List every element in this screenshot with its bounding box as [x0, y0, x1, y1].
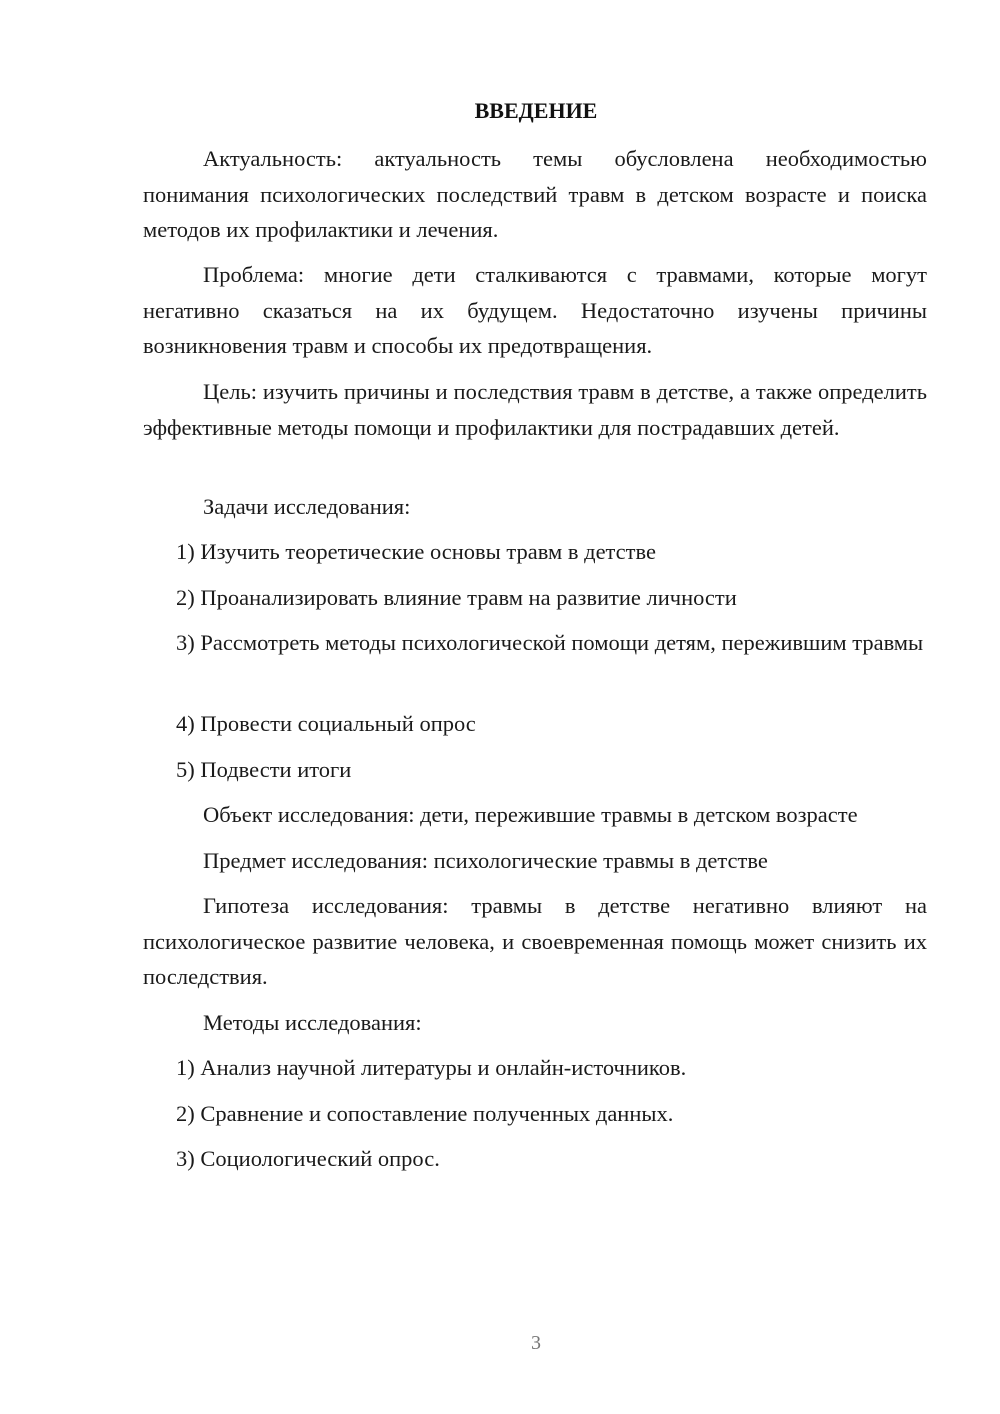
task-item-5: 5) Подвести итоги [176, 757, 352, 782]
paragraph-relevance: Актуальность: актуальность темы обусловлена необходимостью понимания психологических последствий травм в детском возрасте и поиска методов их профилактики и лечения. [143, 146, 927, 242]
paragraph-goal: Цель: изучить причины и последствия травм в детстве, а также определить эффективные методы помощи и профилактики для пострадавших детей. [143, 379, 927, 440]
methods-heading: Методы исследования: [203, 1010, 422, 1035]
task-item-3: 3) Рассмотреть методы психологической помощи детям, пережившим травмы [176, 630, 924, 655]
method-item-3: 3) Социологический опрос. [176, 1146, 440, 1171]
paragraph-subject: Предмет исследования: психологические травмы в детстве [203, 848, 768, 873]
paragraph-problem: Проблема: многие дети сталкиваются с травмами, которые могут негативно сказаться на их будущем. Недостаточно изучены причины возникновения травм и способы их предотвращения. [143, 262, 927, 358]
method-item-1: 1) Анализ научной литературы и онлайн-источников. [176, 1055, 687, 1080]
tasks-heading: Задачи исследования: [203, 494, 411, 519]
task-item-1: 1) Изучить теоретические основы травм в детстве [176, 539, 656, 564]
method-item-2: 2) Сравнение и сопоставление полученных данных. [176, 1101, 674, 1126]
section-title: ВВЕДЕНИЕ [474, 98, 598, 123]
task-item-2: 2) Проанализировать влияние травм на развитие личности [176, 585, 737, 610]
page-number: 3 [531, 1332, 541, 1354]
task-item-4: 4) Провести социальный опрос [176, 711, 476, 736]
paragraph-object: Объект исследования: дети, пережившие травмы в детском возрасте [203, 802, 858, 827]
paragraph-hypothesis: Гипотеза исследования: травмы в детстве негативно влияют на психологическое развитие человека, и своевременная помощь может снизить их последствия. [143, 893, 927, 989]
